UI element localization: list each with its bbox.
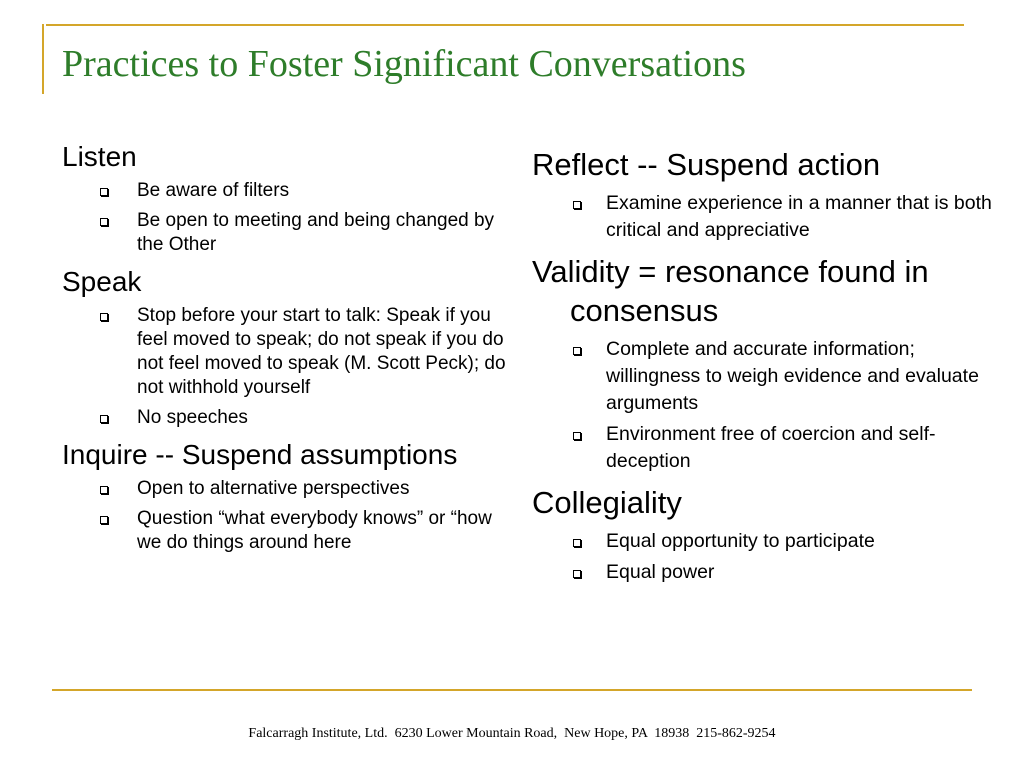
list-item [532,190,992,244]
square-bullet-icon [573,201,581,209]
right-column [532,145,992,594]
list-item [62,406,512,430]
square-bullet-icon [100,313,108,321]
section-heading: Validity = resonance found in consensus [532,254,929,328]
square-bullet-icon [573,539,581,547]
bullet-list [532,336,992,475]
list-item [62,507,512,555]
square-bullet-icon [100,188,108,196]
list-item-text: Stop before your start to talk: Speak if you feel moved to speak; do not speak if you do not feel moved to speak (M. Scott Peck); do not withhold yourself [137,305,506,398]
list-item-text: Be open to meeting and being changed by the Other [137,210,495,255]
section-heading: Collegiality [532,485,682,520]
list-item-text: Equal power [606,561,715,583]
list-item-text: Open to alternative perspectives [137,478,410,499]
section-heading: Speak [62,266,142,297]
list-item [532,559,992,586]
bullet-list [62,477,512,555]
section-validity [532,252,992,475]
square-bullet-icon [573,570,581,578]
list-item-text: Equal opportunity to participate [606,530,875,552]
list-item-text: No speeches [137,407,248,428]
list-item-text: Question “what everybody knows” or “how we do things around here [137,508,492,553]
list-item [532,421,992,475]
title-top-rule [46,24,964,26]
list-item [532,528,992,555]
square-bullet-icon [100,415,108,423]
section-speak [62,265,512,430]
square-bullet-icon [573,432,581,440]
footer-text: Falcarragh Institute, Ltd. 6230 Lower Mountain Road, New Hope, PA 18938 215-862-9254 [248,726,776,741]
section-reflect [532,145,992,244]
footer-rule [52,689,972,691]
list-item-text: Be aware of filters [137,180,290,201]
section-heading: Listen [62,141,137,172]
section-collegiality [532,483,992,586]
list-item-text: Examine experience in a manner that is both critical and appreciative [606,192,992,241]
bullet-list [62,179,512,257]
square-bullet-icon [573,347,581,355]
section-heading: Reflect -- Suspend action [532,147,881,182]
section-heading: Inquire -- Suspend assumptions [62,439,458,470]
list-item [62,179,512,203]
bullet-list [532,528,992,586]
square-bullet-icon [100,486,108,494]
square-bullet-icon [100,516,108,524]
slide-title: Practices to Foster Significant Conversations [62,43,746,85]
list-item [62,477,512,501]
section-inquire [62,438,512,555]
section-listen [62,140,512,257]
list-item [532,336,992,417]
list-item [62,304,512,400]
list-item [62,209,512,257]
title-side-rule [42,24,44,94]
list-item-text: Complete and accurate information; willingness to weigh evidence and evaluate arguments [606,338,979,414]
bullet-list [532,190,992,244]
square-bullet-icon [100,218,108,226]
bullet-list [62,304,512,430]
left-column [62,140,512,563]
list-item-text: Environment free of coercion and self-deception [606,423,936,472]
